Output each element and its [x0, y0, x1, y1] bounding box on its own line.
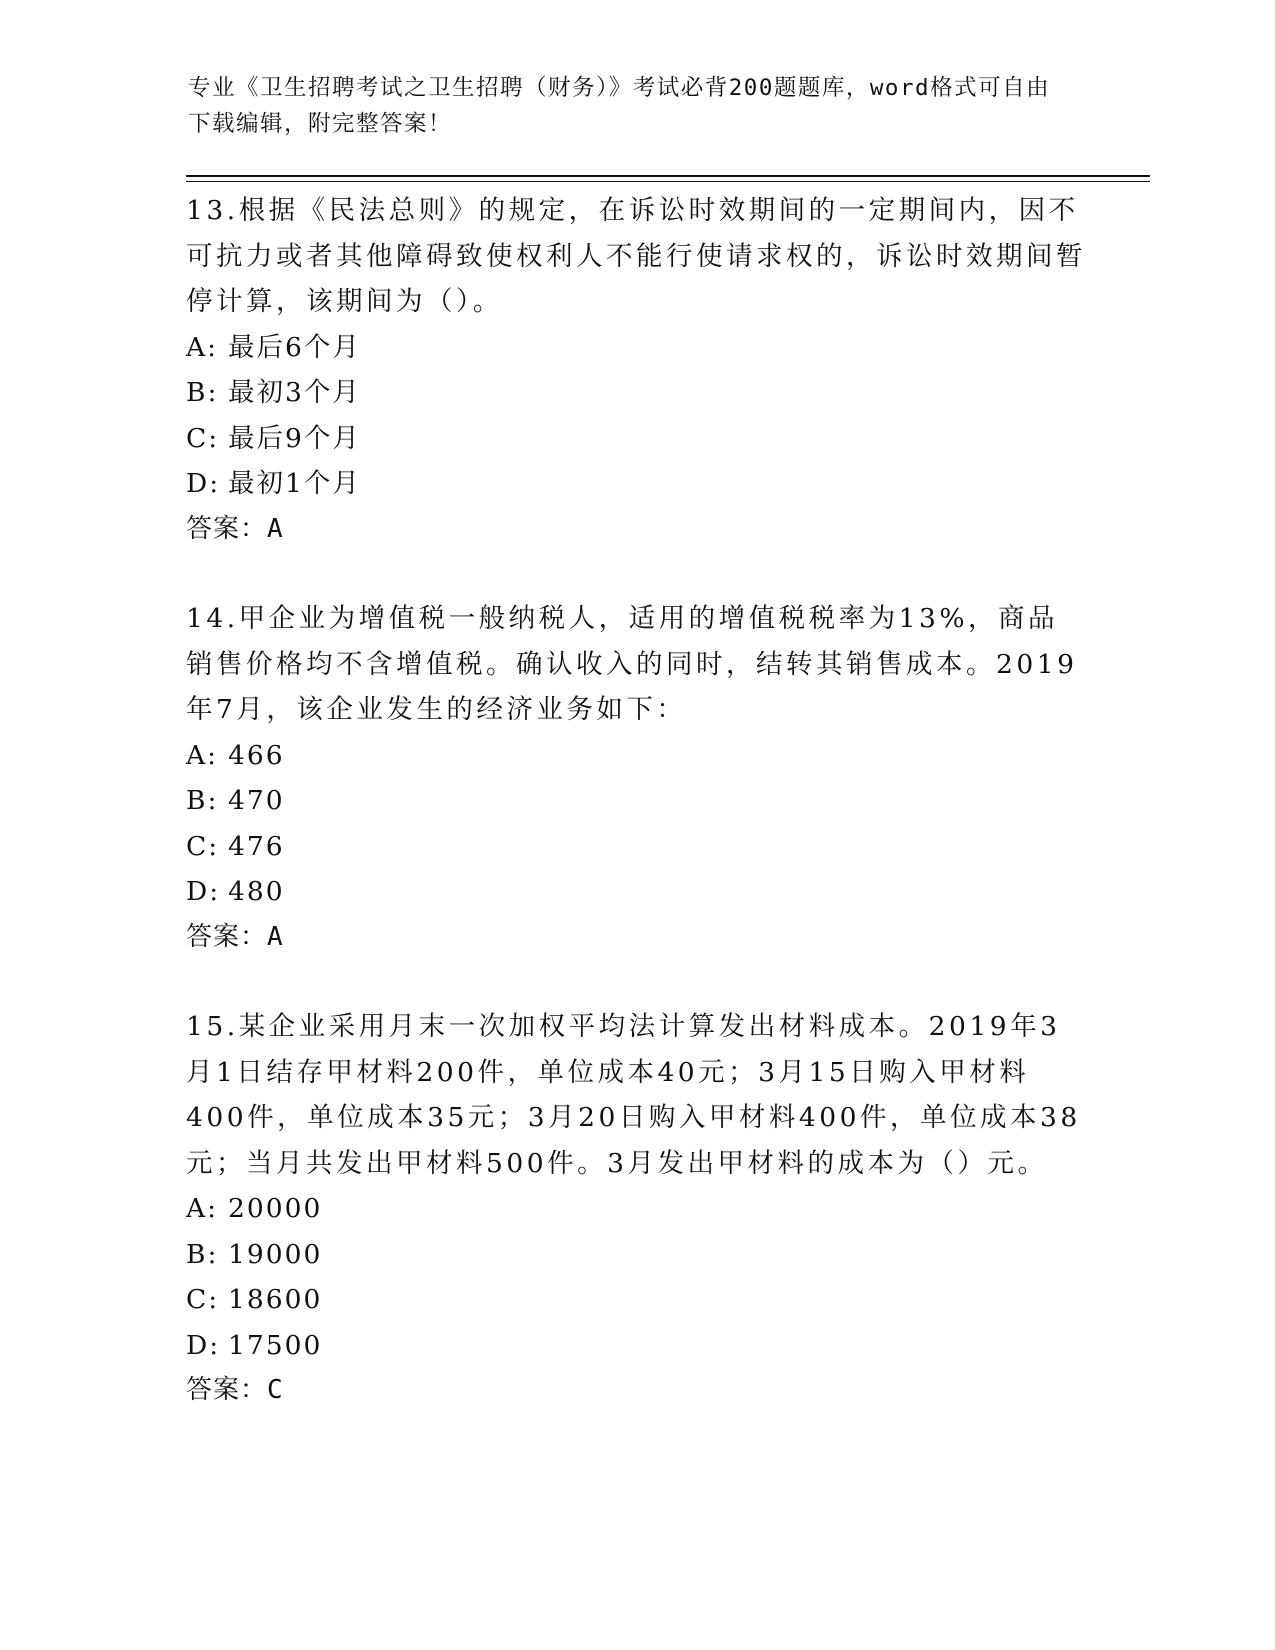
- option-text: 最初3个月: [228, 377, 361, 408]
- option-text: 20000: [228, 1193, 323, 1224]
- option-a: [186, 1186, 1086, 1232]
- option-letter: A:: [186, 739, 219, 771]
- option-letter: A:: [186, 331, 219, 363]
- option-letter: B:: [186, 785, 219, 816]
- option-letter: C:: [186, 422, 220, 454]
- option-b: [186, 778, 1086, 824]
- option-letter: B:: [186, 1238, 219, 1270]
- question-text: 14.甲企业为增值税一般纳税人，适用的增值税税率为13%，商品销售价格均不含增值税。确认收入的同时，结转其销售成本。2019年7月，该企业发生的经济业务如下：: [186, 603, 1078, 725]
- header-divider-thick: [186, 175, 1150, 177]
- question-text: 15.某企业采用月末一次加权平均法计算发出材料成本。2019年3月1日结存甲材料200件，单位成本40元；3月15日购入甲材料400件，单位成本35元；3月20日购入甲材料400件，单位成本38元；当月共发出甲材料500件。3月发出甲材料的成本为（）元。: [186, 1011, 1081, 1179]
- option-letter: A:: [186, 1193, 219, 1224]
- option-text: 最后6个月: [228, 331, 361, 363]
- option-text: 最初1个月: [228, 468, 361, 499]
- answer-line: 答案：A: [186, 921, 284, 952]
- option-d: [186, 461, 1086, 507]
- option-letter: B:: [186, 377, 219, 408]
- option-c: [186, 1277, 1086, 1323]
- answer-line: 答案：C: [186, 1375, 284, 1405]
- option-a: [186, 733, 1086, 779]
- option-letter: C:: [186, 830, 220, 862]
- option-letter: D:: [186, 876, 221, 907]
- option-letter: D:: [186, 468, 221, 499]
- question-15: [186, 1004, 1086, 1414]
- option-text: 最后9个月: [228, 422, 361, 454]
- option-c: [186, 416, 1086, 462]
- question-13: [186, 188, 1086, 552]
- question-text: 13.根据《民法总则》的规定，在诉讼时效期间的一定期间内，因不可抗力或者其他障碍致使权利人不能行使请求权的，诉讼时效期间暂停计算，该期间为（）。: [186, 195, 1086, 317]
- option-letter: D:: [186, 1329, 221, 1361]
- option-letter: C:: [186, 1284, 220, 1315]
- question-14: [186, 596, 1086, 960]
- answer-line: 答案：A: [186, 513, 284, 544]
- option-text: 19000: [228, 1238, 323, 1270]
- option-text: 466: [228, 739, 285, 771]
- option-b: [186, 370, 1086, 416]
- option-d: [186, 1323, 1086, 1369]
- document-header: 专业《卫生招聘考试之卫生招聘（财务）》考试必背200题题库，word格式可自由下载编辑，附完整答案！: [188, 75, 1051, 137]
- option-b: [186, 1232, 1086, 1278]
- option-a: [186, 325, 1086, 371]
- option-text: 480: [228, 876, 285, 907]
- header-divider-thin: [186, 181, 1150, 182]
- option-text: 17500: [228, 1329, 323, 1361]
- option-c: [186, 824, 1086, 870]
- option-text: 470: [228, 785, 285, 816]
- option-text: 18600: [228, 1284, 323, 1315]
- option-d: [186, 869, 1086, 915]
- option-text: 476: [228, 830, 285, 862]
- question-list: [186, 188, 1086, 1458]
